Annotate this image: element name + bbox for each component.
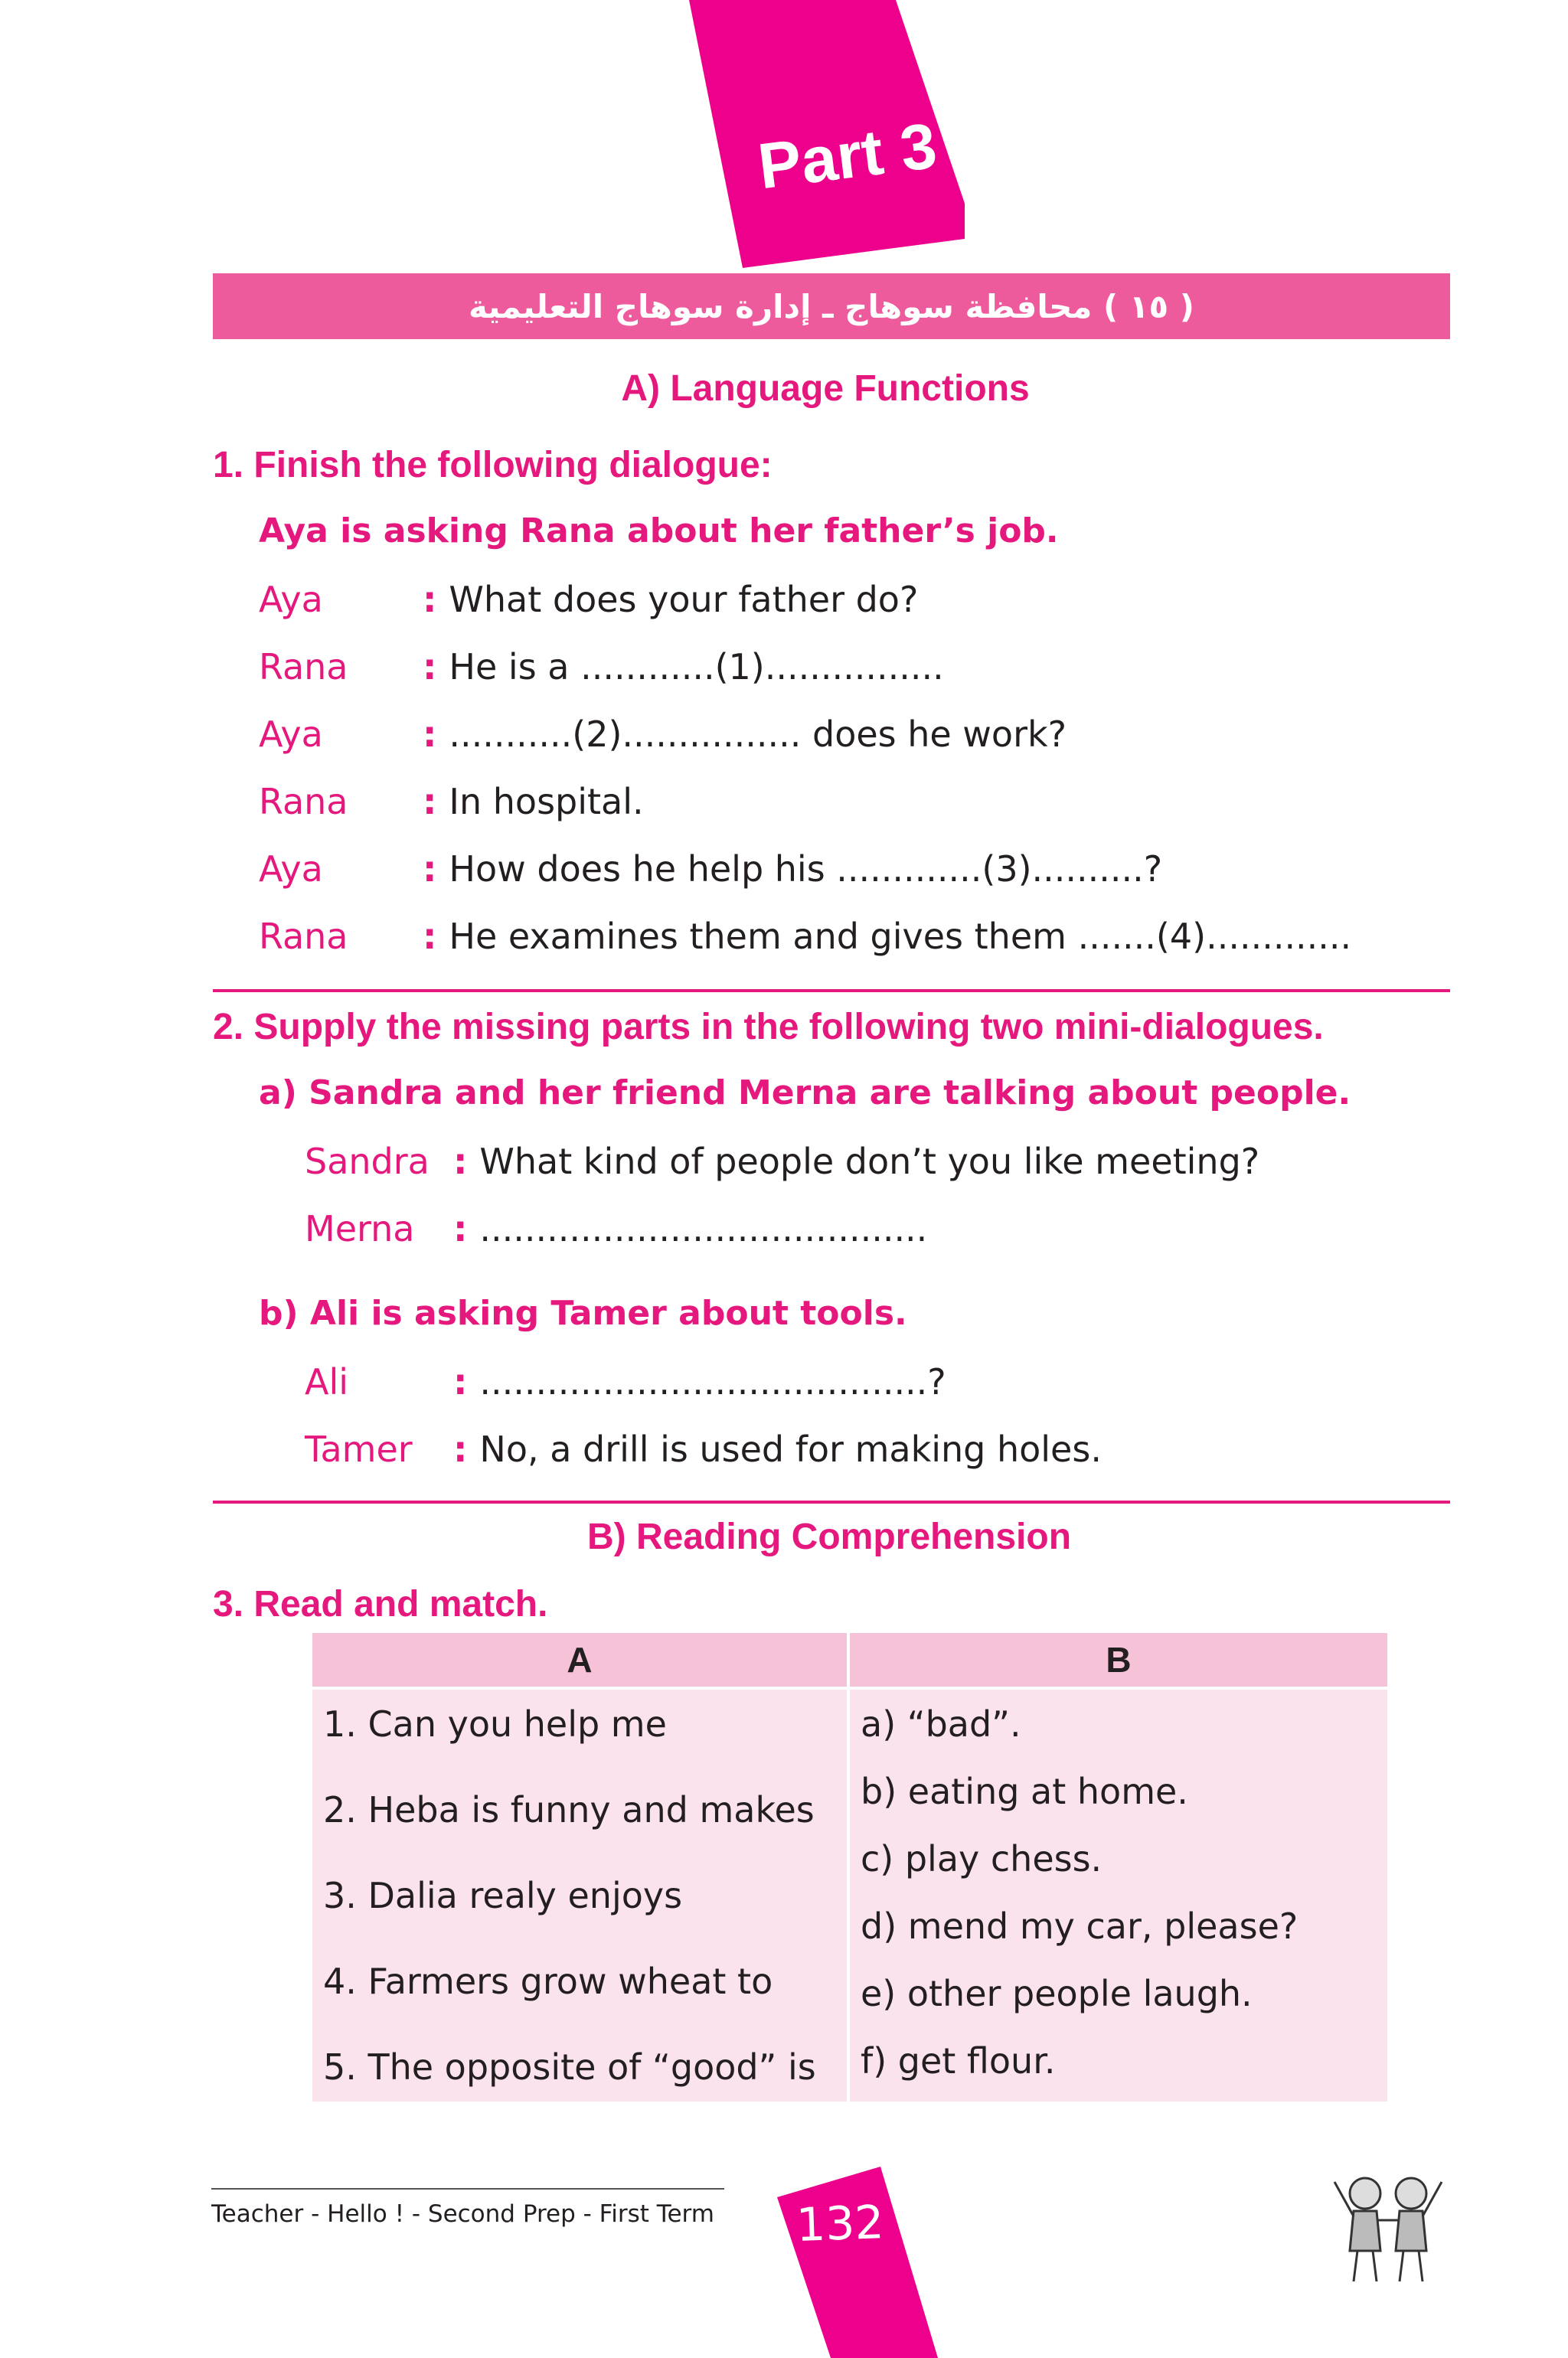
page-number-tab <box>769 2167 938 2358</box>
match-item-b: d) mend my car, please? <box>861 1906 1298 1947</box>
column-header-a: A <box>312 1633 847 1687</box>
part-label: Part 3 <box>754 109 941 203</box>
column-header-b: B <box>850 1633 1387 1687</box>
dialogue-line: : ...........(2)................ does he work? <box>423 714 1067 755</box>
dialogue-text: What kind of people don’t you like meeting? <box>479 1141 1260 1182</box>
dialogue-text: ........................................? <box>479 1361 946 1403</box>
banner-text: ( ١٥ ) محافظة سوهاج ـ إدارة سوهاج التعليمية <box>469 287 1194 325</box>
divider <box>213 989 1450 992</box>
q2-title: 2. Supply the missing parts in the following two mini-dialogues. <box>213 1007 1324 1047</box>
match-item-a: 3. Dalia realy enjoys <box>323 1875 683 1916</box>
dialogue-speaker: Merna <box>305 1208 415 1249</box>
match-item-a: 2. Heba is funny and makes <box>323 1789 815 1831</box>
footer-rule <box>211 2188 724 2190</box>
match-item-b: e) other people laugh. <box>861 1973 1253 2014</box>
dialogue-text: He is a ............(1)................ <box>449 646 944 687</box>
dialogue-text: ........................................ <box>479 1208 928 1249</box>
column-b-body <box>850 1690 1387 2102</box>
dialogue-line: : No, a drill is used for making holes. <box>453 1429 1102 1470</box>
page-number: 132 <box>795 2196 885 2252</box>
dialogue-line: : In hospital. <box>423 781 644 822</box>
column-a-body <box>312 1690 847 2102</box>
dialogue-speaker: Ali <box>305 1361 349 1403</box>
section-a-title: A) Language Functions <box>621 368 1030 409</box>
q1-title: 1. Finish the following dialogue: <box>213 445 773 485</box>
match-item-a: 5. The opposite of “good” is <box>323 2046 816 2088</box>
match-item-a: 4. Farmers grow wheat to <box>323 1961 773 2002</box>
exam-source-banner <box>213 273 1450 339</box>
dialogue-speaker: Aya <box>259 714 323 755</box>
footer-text: Teacher - Hello ! - Second Prep - First Term <box>211 2200 714 2228</box>
dialogue-line: : What kind of people don’t you like meeting? <box>453 1141 1260 1182</box>
match-table <box>312 1633 1387 2102</box>
match-item-a: 1. Can you help me <box>323 1703 667 1745</box>
dialogue-speaker: Rana <box>259 781 348 822</box>
dialogue-text: ...........(2)................ does he work? <box>449 714 1067 755</box>
match-item-b: b) eating at home. <box>861 1771 1188 1812</box>
dialogue-text: What does your father do? <box>449 579 919 620</box>
dialogue-speaker: Tamer <box>305 1429 413 1470</box>
dialogue-text: He examines them and gives them .......(4)............. <box>449 916 1352 957</box>
dialogue-speaker: Aya <box>259 848 323 890</box>
q2a-intro: a) Sandra and her friend Merna are talking about people. <box>259 1073 1351 1112</box>
dialogue-speaker: Rana <box>259 916 348 957</box>
section-b-title: B) Reading Comprehension <box>586 1517 1072 1557</box>
dialogue-speaker: Sandra <box>305 1141 430 1182</box>
divider <box>213 1501 1450 1504</box>
dialogue-text: In hospital. <box>449 781 644 822</box>
children-mascot-illustration <box>1323 2159 1453 2289</box>
dialogue-text: No, a drill is used for making holes. <box>479 1429 1102 1470</box>
q3-title: 3. Read and match. <box>213 1584 548 1625</box>
dialogue-line: : He examines them and gives them .......(4)............. <box>423 916 1352 957</box>
dialogue-line: : ........................................? <box>453 1361 946 1403</box>
q1-intro: Aya is asking Rana about her father’s job. <box>259 511 1059 550</box>
match-item-b: f) get ﬂour. <box>861 2040 1056 2082</box>
dialogue-line: : He is a ............(1)................ <box>423 646 944 687</box>
dialogue-speaker: Aya <box>259 579 323 620</box>
dialogue-line: : How does he help his .............(3)..........? <box>423 848 1163 890</box>
q2b-intro: b) Ali is asking Tamer about tools. <box>259 1294 907 1333</box>
match-item-b: a) “bad”. <box>861 1703 1021 1745</box>
dialogue-line: : What does your father do? <box>423 579 919 620</box>
dialogue-text: How does he help his .............(3)..........? <box>449 848 1163 890</box>
dialogue-line: : ........................................ <box>453 1208 928 1249</box>
match-item-b: c) play chess. <box>861 1838 1102 1880</box>
dialogue-speaker: Rana <box>259 646 348 687</box>
